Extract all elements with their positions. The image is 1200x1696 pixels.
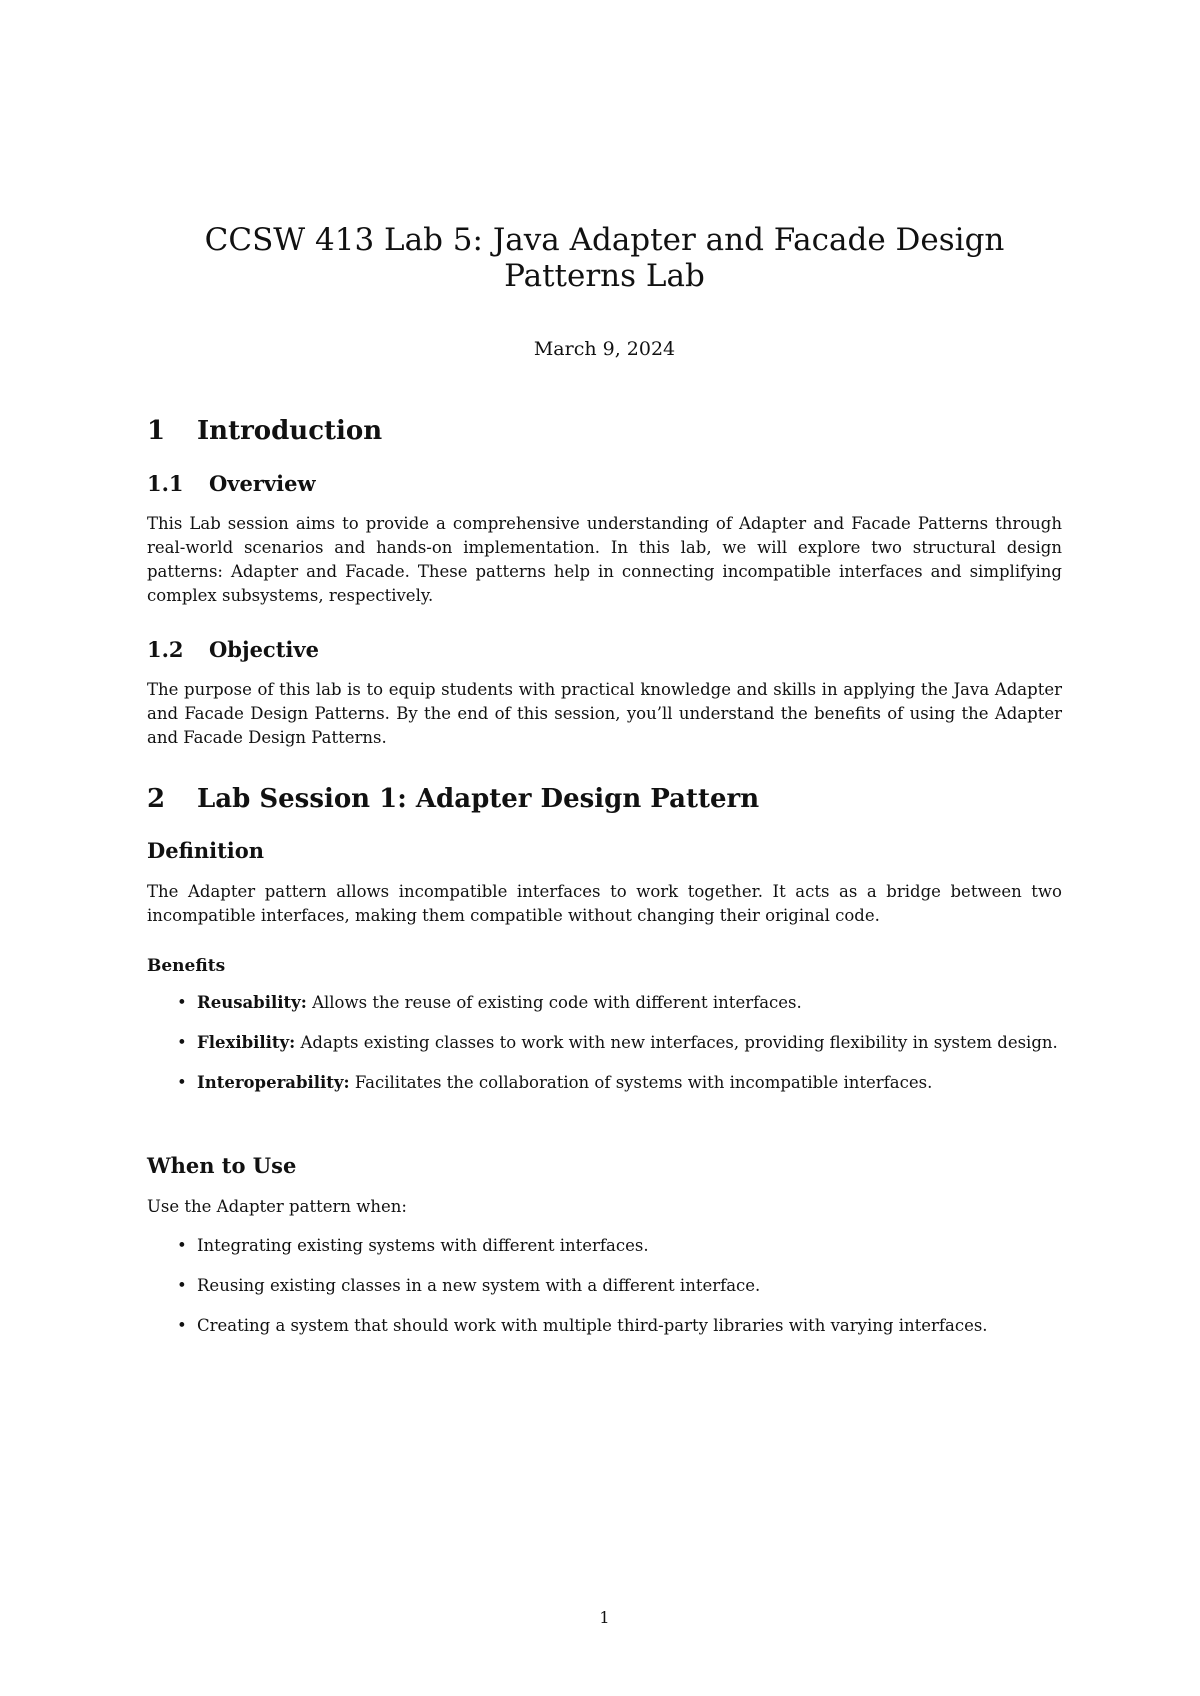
subsection-heading-objective [147,637,319,662]
subsection-title: Overview [209,471,316,496]
document-date: March 9, 2024 [533,338,676,360]
benefit-term: Interoperability: [197,1073,350,1092]
subsection-title: Objective [209,637,319,662]
section-title: Introduction [197,416,383,446]
when-to-use-intro: Use the Adapter pattern when: [147,1197,407,1216]
list-item-text: Integrating existing systems with different interfaces. [197,1236,649,1255]
list-item [147,1314,1062,1338]
list-item [147,991,1062,1015]
document-title: CCSW 413 Lab 5: Java Adapter and Facade Design Patterns Lab [204,222,1005,294]
benefit-text: Facilitates the collaboration of systems with incompatible interfaces. [349,1073,933,1092]
section-number: 2 [147,784,166,814]
benefit-term: Flexibility: [197,1033,296,1052]
bullet-icon: • [177,1073,187,1092]
list-item-text: Reusing existing classes in a new system with a different interface. [197,1276,761,1295]
list-item [147,1274,1062,1298]
list-item [147,1031,1062,1055]
heading-definition: Definition [147,838,265,863]
benefit-term: Reusability: [197,993,307,1012]
subsection-number: 1.2 [147,637,184,662]
benefit-text: Adapts existing classes to work with new interfaces, providing flexibility in system design. [295,1033,1058,1052]
definition-paragraph: The Adapter pattern allows incompatible interfaces to work together. It acts as a bridge between two incompatible interfaces, making them compatible without changing their original code. [147,882,1062,925]
heading-benefits: Benefits [147,956,226,976]
benefit-text: Allows the reuse of existing code with different interfaces. [306,993,802,1012]
section-heading-introduction [147,416,382,446]
bullet-icon: • [177,1316,187,1335]
list-item [147,1071,1062,1095]
heading-when-to-use: When to Use [147,1153,297,1178]
when-to-use-list [147,1234,1062,1354]
bullet-icon: • [177,993,187,1012]
section-number: 1 [147,416,166,446]
bullet-icon: • [177,1236,187,1255]
objective-paragraph: The purpose of this lab is to equip students with practical knowledge and skills in applying the Java Adapter and Facade Design Patterns. By the end of this session, you’ll understand the benefits of using the Adapter and Facade Design Patterns. [147,680,1062,747]
list-item [147,1234,1062,1258]
section-title: Lab Session 1: Adapter Design Pattern [197,784,760,814]
subsection-heading-overview [147,471,316,496]
section-heading-adapter [147,784,759,814]
page-number: 1 [599,1608,610,1627]
bullet-icon: • [177,1033,187,1052]
list-item-text: Creating a system that should work with multiple third-party libraries with varying interfaces. [197,1316,988,1335]
bullet-icon: • [177,1276,187,1295]
subsection-number: 1.1 [147,471,184,496]
benefits-list [147,991,1062,1111]
overview-paragraph: This Lab session aims to provide a comprehensive understanding of Adapter and Facade Patterns through real-world scenarios and hands-on implementation. In this lab, we will explore two structural design patterns: Adapter and Facade. These patterns help in connecting incompatible interfaces and simplifying complex subsystems, respectively. [147,514,1062,605]
document-page [147,0,1062,1696]
